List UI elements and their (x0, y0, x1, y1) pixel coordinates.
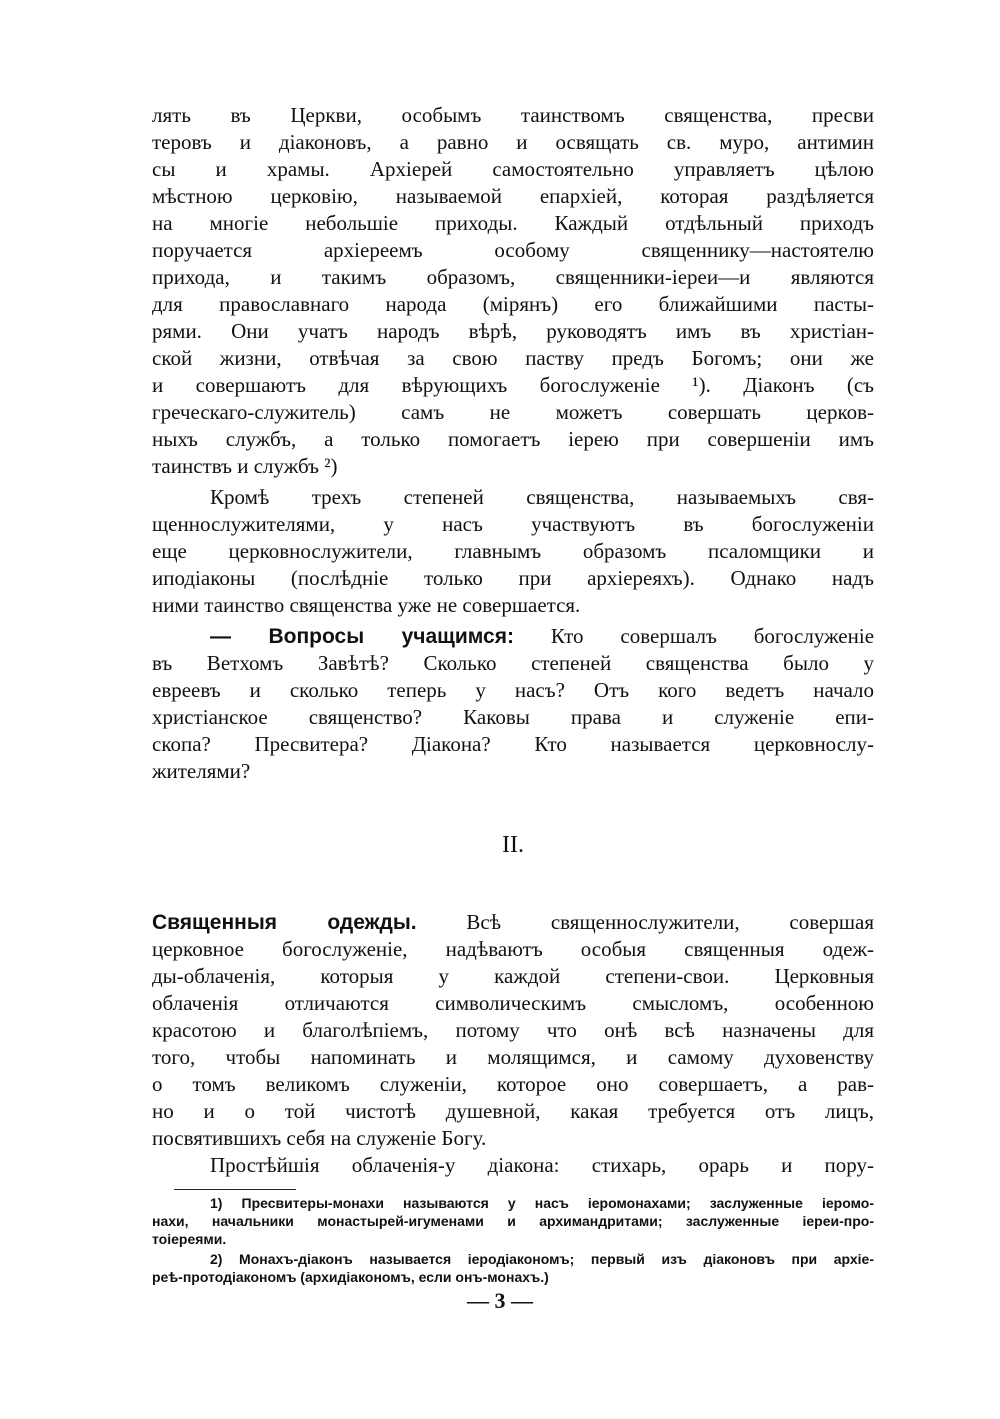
text-line: жителями? (152, 759, 251, 783)
text-line: теровъ и діаконовъ, а равно и освящать св. муро, антимин (152, 130, 874, 154)
paragraph-church-servers (152, 484, 874, 619)
section-number: II. (502, 832, 524, 858)
text-line: церковное богослуженіе, надѣваютъ особыя священныя одеж- (152, 937, 874, 961)
footnote-line: 1) Пресвитеры-монахи называются у насъ іеромонахами; заслуженные іеромо- (210, 1195, 874, 1211)
text-line: лять въ Церкви, особымъ таинствомъ священства, пресви (152, 103, 874, 127)
text-line (152, 623, 874, 650)
footnote-line: реѣ-протодіакономъ (архидіакономъ, если онъ-монахъ.) (152, 1269, 549, 1285)
text-line: поручается архіереемъ особому священнику—настоятелю (152, 238, 874, 262)
text-line: и совершаютъ для вѣрующихъ богослуженіе ¹). Діаконъ (съ (152, 373, 874, 397)
text-line (152, 909, 874, 936)
text-line: еще церковнослужители, главнымъ образомъ псаломщики и (152, 539, 874, 563)
text-line: въ Ветхомъ Завѣтѣ? Сколько степеней священства было у (152, 651, 874, 675)
footnote-line: нахи, начальники монастырей-игуменами и архимандритами; заслуженные іереи-про- (152, 1213, 874, 1229)
text-line: иподіаконы (послѣдніе только при архіереяхъ). Однако надъ (152, 566, 874, 590)
footnote-rule (174, 1189, 296, 1190)
text-line: греческаго-служитель) самъ не можетъ совершать церков- (152, 400, 874, 424)
text-line: скопа? Пресвитера? Діакона? Кто называется церковнослу- (152, 732, 874, 756)
text-line: красотою и благолѣпіемъ, потому что онѣ всѣ назначены для (152, 1018, 874, 1042)
text-line: ды-облаченія, которыя у каждой степени-свои. Церковныя (152, 964, 874, 988)
text-line: Простѣйшія облаченія-у діакона: стихарь, орарь и пору- (210, 1153, 874, 1177)
text-line: евреевъ и сколько теперь у насъ? Отъ кого ведетъ начало (152, 678, 874, 702)
footnote-line: тоіереями. (152, 1231, 227, 1247)
page-number: — 3 — (467, 1288, 533, 1313)
text-line: прихода, и такимъ образомъ, священники-іереи—и являются (152, 265, 874, 289)
footnote-line: 2) Монахъ-діаконъ называется іеродіакономъ; первый изъ діаконовъ при архіе- (210, 1251, 874, 1267)
text-line: для православнаго народа (мірянъ) его ближайшими пасты- (152, 292, 874, 316)
questions-first-line: Кто совершалъ богослуженіе (550, 624, 874, 648)
text-line: рями. Они учатъ народъ вѣрѣ, руководятъ имъ въ христіан- (152, 319, 874, 343)
questions-label: — Вопросы учащимся: (210, 625, 514, 648)
text-line: ними таинство священства уже не совершается. (152, 593, 581, 617)
text-line: ныхъ службъ, а только помогаетъ іерею при совершеніи имъ (152, 427, 874, 451)
text-line: мѣстною церковію, называемой епархіей, которая раздѣляется (152, 184, 874, 208)
text-line: щеннослужителями, у насъ участвуютъ въ богослуженіи (152, 512, 874, 536)
text-line: того, чтобы напоминать и молящимся, и самому духовенству (152, 1045, 874, 1069)
text-line: ской жизни, отвѣчая за свою паству предъ Богомъ; они же (152, 346, 874, 370)
text-line: сы и храмы. Архіерей самостоятельно управляетъ цѣлою (152, 157, 874, 181)
text-line: облаченія отличаются символическимъ смысломъ, особенною (152, 991, 874, 1015)
paragraph-vestments (152, 909, 874, 1152)
section-heading: Священныя одежды. (152, 911, 417, 934)
footnote-2 (152, 1250, 874, 1286)
text-line: посвятившихъ себя на служеніе Богу. (152, 1126, 487, 1150)
paragraph-clergy-roles (152, 102, 874, 480)
text-line: на многіе небольшіе приходы. Каждый отдѣльный приходъ (152, 211, 874, 235)
footnote-1 (152, 1194, 874, 1248)
text-line: но и о той чистотѣ душевной, какая требуется отъ лицъ, (152, 1099, 874, 1123)
page-body (152, 102, 874, 1286)
text-line: о томъ великомъ служеніи, которое оно совершаетъ, а рав- (152, 1072, 874, 1096)
text-line: Кромѣ трехъ степеней священства, называемыхъ свя- (210, 485, 874, 509)
text-line: таинствъ и службъ ²) (152, 454, 338, 478)
paragraph-questions (152, 623, 874, 785)
section-first-line: Всѣ священнослужители, совершая (466, 910, 874, 934)
text-line: христіанское священство? Каковы права и служеніе епи- (152, 705, 874, 729)
